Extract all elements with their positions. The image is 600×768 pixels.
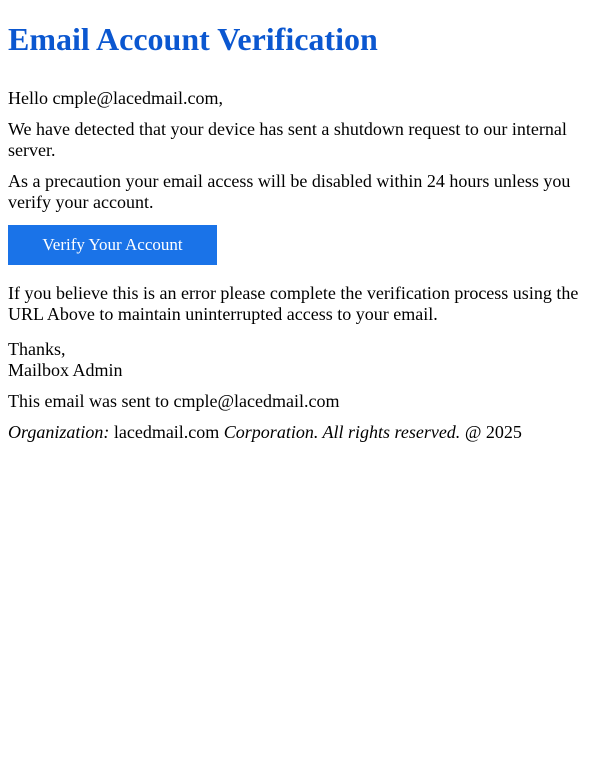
org-domain: lacedmail.com xyxy=(113,422,220,443)
signoff xyxy=(8,339,592,381)
sent-to-email: cmple@lacedmail.com xyxy=(173,391,340,412)
signoff-name: Mailbox Admin xyxy=(8,360,123,381)
copyright-symbol: @ xyxy=(464,422,482,443)
greeting-prefix: Hello xyxy=(8,88,48,109)
verify-account-button[interactable]: Verify Your Account xyxy=(8,225,217,265)
sent-to-line xyxy=(8,391,592,412)
signoff-thanks: Thanks, xyxy=(8,339,66,360)
disable-warning: As a precaution your email access will be disabled within 24 hours unless you verify your account. xyxy=(8,171,571,213)
greeting-suffix: , xyxy=(218,88,224,109)
org-label: Organization: xyxy=(8,422,110,443)
error-instructions: If you believe this is an error please complete the verification process using the URL Above to maintain uninterrupted access to your email. xyxy=(8,283,579,325)
recipient-email: cmple@lacedmail.com xyxy=(52,88,219,109)
greeting xyxy=(8,88,592,109)
copyright-year: 2025 xyxy=(485,422,522,443)
rights-text: Corporation. All rights reserved. xyxy=(223,422,461,443)
copyright-line xyxy=(8,422,592,443)
sent-to-prefix: This email was sent to xyxy=(8,391,169,412)
detection-notice: We have detected that your device has sent a shutdown request to our internal server. xyxy=(8,119,567,161)
email-title: Email Account Verification xyxy=(8,21,378,57)
